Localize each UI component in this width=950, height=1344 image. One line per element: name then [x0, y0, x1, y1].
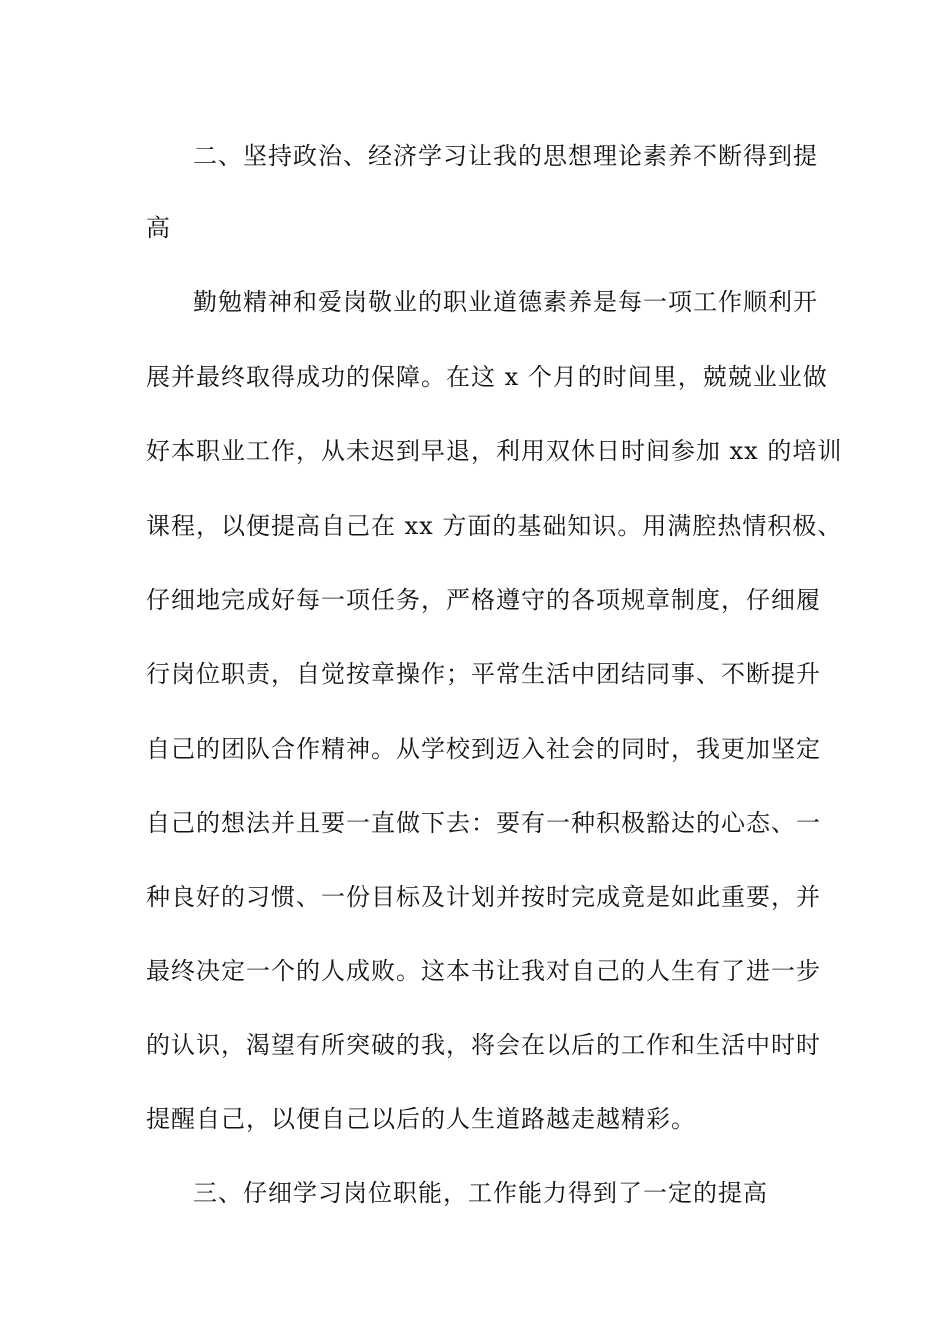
paragraph-line: 展并最终取得成功的保障。在这 x 个月的时间里，兢兢业业做 — [146, 363, 828, 391]
paragraph-line: 的认识，渴望有所突破的我，将会在以后的工作和生活中时时 — [146, 1031, 821, 1059]
paragraph-line: 勤勉精神和爱岗敬业的职业道德素养是每一项工作顺利开 — [193, 288, 818, 316]
paragraph-line: 课程，以便提高自己在 xx 方面的基础知识。用满腔热情积极、 — [146, 512, 843, 540]
paragraph-line: 最终决定一个的人成败。这本书让我对自己的人生有了进一步 — [146, 957, 821, 985]
paragraph-line: 种良好的习惯、一份目标及计划并按时完成竟是如此重要，并 — [146, 883, 821, 911]
paragraph-line: 自己的想法并且要一直做下去：要有一种积极豁达的心态、一 — [146, 809, 821, 837]
paragraph-line: 仔细地完成好每一项任务，严格遵守的各项规章制度，仔细履 — [146, 586, 821, 614]
section-heading-2-line-1: 二、坚持政治、经济学习让我的思想理论素养不断得到提 — [193, 142, 818, 170]
section-heading-2-line-2: 高 — [146, 214, 171, 242]
paragraph-line: 好本职业工作，从未迟到早退，利用双休日时间参加 xx 的培训 — [146, 437, 843, 465]
section-heading-3: 三、仔细学习岗位职能，工作能力得到了一定的提高 — [193, 1179, 768, 1207]
paragraph-line: 行岗位职责，自觉按章操作；平常生活中团结同事、不断提升 — [146, 660, 821, 688]
paragraph-line: 提醒自己，以便自己以后的人生道路越走越精彩。 — [146, 1105, 696, 1133]
paragraph-line: 自己的团队合作精神。从学校到迈入社会的同时，我更加坚定 — [146, 735, 821, 763]
